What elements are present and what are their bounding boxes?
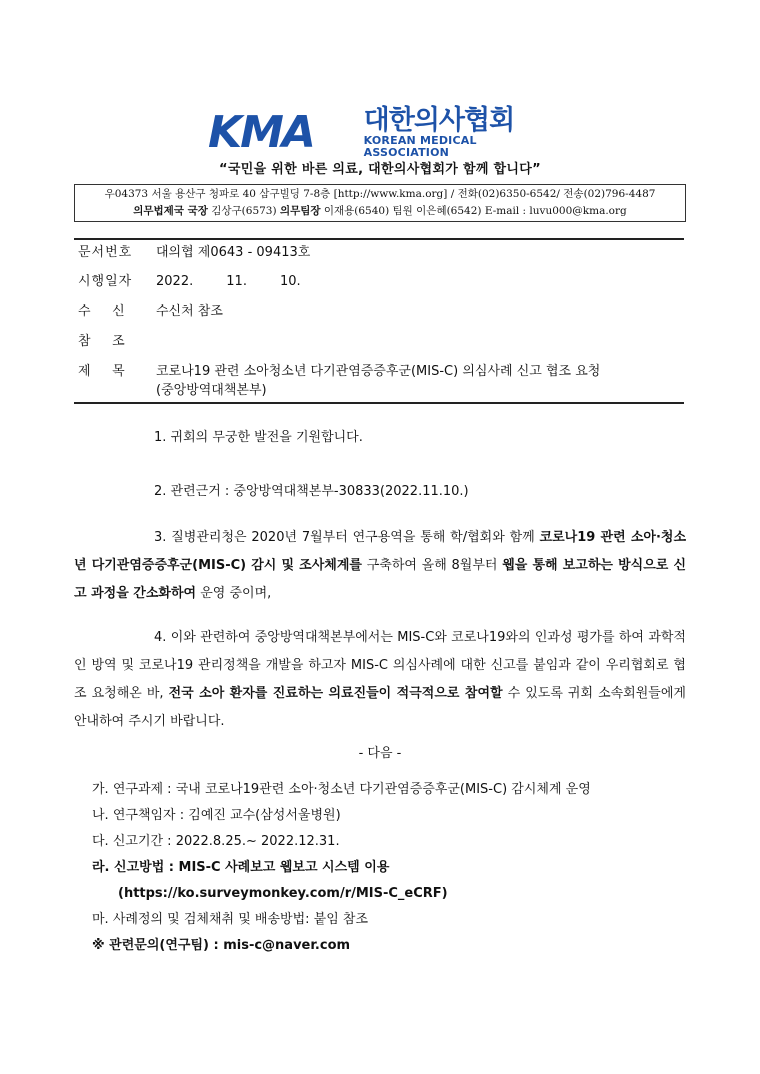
item-na: 나. 연구책임자 : 김예진 교수(삼성서울병원) [92,808,341,823]
kma-logo-mark: KMA [208,107,314,158]
logo-text-block [364,107,553,159]
subject-row [78,362,601,398]
subject-rule [74,402,684,404]
logo-korean-name: 대한의사협회 [363,105,515,136]
dept-director-label: 의무법제국 국장 [133,205,208,217]
p3-text-e: 운영 중이며, [196,586,272,601]
item-da: 다. 신고기간 : 2022.8.25.~ 2022.12.31. [92,834,340,849]
team-lead-label: 의무팀장 [279,205,321,217]
logo-english-name: KOREAN MEDICAL ASSOCIATION [363,134,477,159]
subject-line-1: 코로나19 관련 소아청소년 다기관염증증후군(MIS-C) 의심사례 신고 협조 요청 [156,364,601,379]
doc-number-label: 문서번호 [78,245,133,260]
slogan: “국민을 위한 바른 의료, 대한의사협회가 함께 합니다” [219,162,541,177]
p3-bold-b: 코로나19 관련 소아·청소년 다기관염증증후군(MIS-C) 감시 및 조사체계를 [74,530,687,573]
recipient-value: 수신처 참조 [156,304,223,319]
p3-text-a: 3. 질병관리청은 2020년 7월부터 연구용역을 통해 학/협회와 함께 [154,530,540,545]
item-ga: 가. 연구과제 : 국내 코로나19관련 소아·청소년 다기관염증증후군(MIS-C) 감시체계 운영 [92,782,591,797]
team-contact-value: 이재용(6540) 팀원 이은혜(6542) E-mail : luvu000@kma.org [320,205,627,217]
recipient-label: 수 신 [78,304,126,319]
p4-bold-b: 전국 소아 환자를 진료하는 의료진들이 적극적으로 참여할 [168,686,503,701]
top-rule [74,238,684,240]
item-ma: 마. 사례정의 및 검체채취 및 배송방법: 붙임 참조 [92,912,369,927]
contact-email[interactable]: ※ 관련문의(연구팀) : mis-c@naver.com [92,938,351,953]
date-label: 시행일자 [78,274,133,289]
dept-director-value: 김상구(6573) [207,205,280,217]
paragraph-3 [74,524,686,608]
p3-bold-d: 웹을 통해 보고하는 방식으로 신고 과정을 간소화하여 [74,558,686,601]
kma-logo [208,105,553,159]
doc-number-row [78,243,311,263]
paragraph-1: 1. 귀회의 무궁한 발전을 기원합니다. [154,430,363,445]
recipient-row [78,302,223,322]
doc-number: 대의협 제0643 - 09413호 [156,245,311,260]
date-value: 2022. 11. 10. [156,274,301,289]
reference-row [78,332,156,352]
p4-text-a: 4. 이와 관련하여 중앙방역대책본부에서는 MIS-C와 코로나19와의 인과성 평가를 하여 과학적인 방역 및 코로나19 관리정책을 개발을 하고자 MIS-C 의심사례에 대한 신고를 붙임과 같이 우리협회로 협조 요청해온 바, [74,630,686,701]
following-heading: - 다음 - [358,746,402,761]
contact-box [74,184,686,222]
paragraph-2: 2. 관련근거 : 중앙방역대책본부-30833(2022.11.10.) [154,484,469,499]
contact-line-1: 우04373 서울 용산구 청파로 40 삼구빌딩 7-8층 [http://www.kma.org] / 전화(02)6350-6542/ 전송(02)796-4487 [104,188,656,200]
subject-label: 제 목 [78,364,126,379]
subject-line-2: (중앙방역대책본부) [156,383,267,398]
date-row [78,272,301,292]
p4-text-c: 수 있도록 귀회 소속회원들에게 안내하여 주시기 바랍니다. [74,686,686,729]
reference-label: 참 조 [78,334,126,349]
paragraph-4 [74,624,686,736]
p3-text-c: 구축하여 올해 8월부터 [361,558,503,573]
contact-line-2 [75,203,685,220]
item-ra: 라. 신고방법 : MIS-C 사례보고 웹보고 시스템 이용 [92,860,390,875]
report-url-link[interactable]: (https://ko.surveymonkey.com/r/MIS-C_eCRF) [118,886,448,901]
